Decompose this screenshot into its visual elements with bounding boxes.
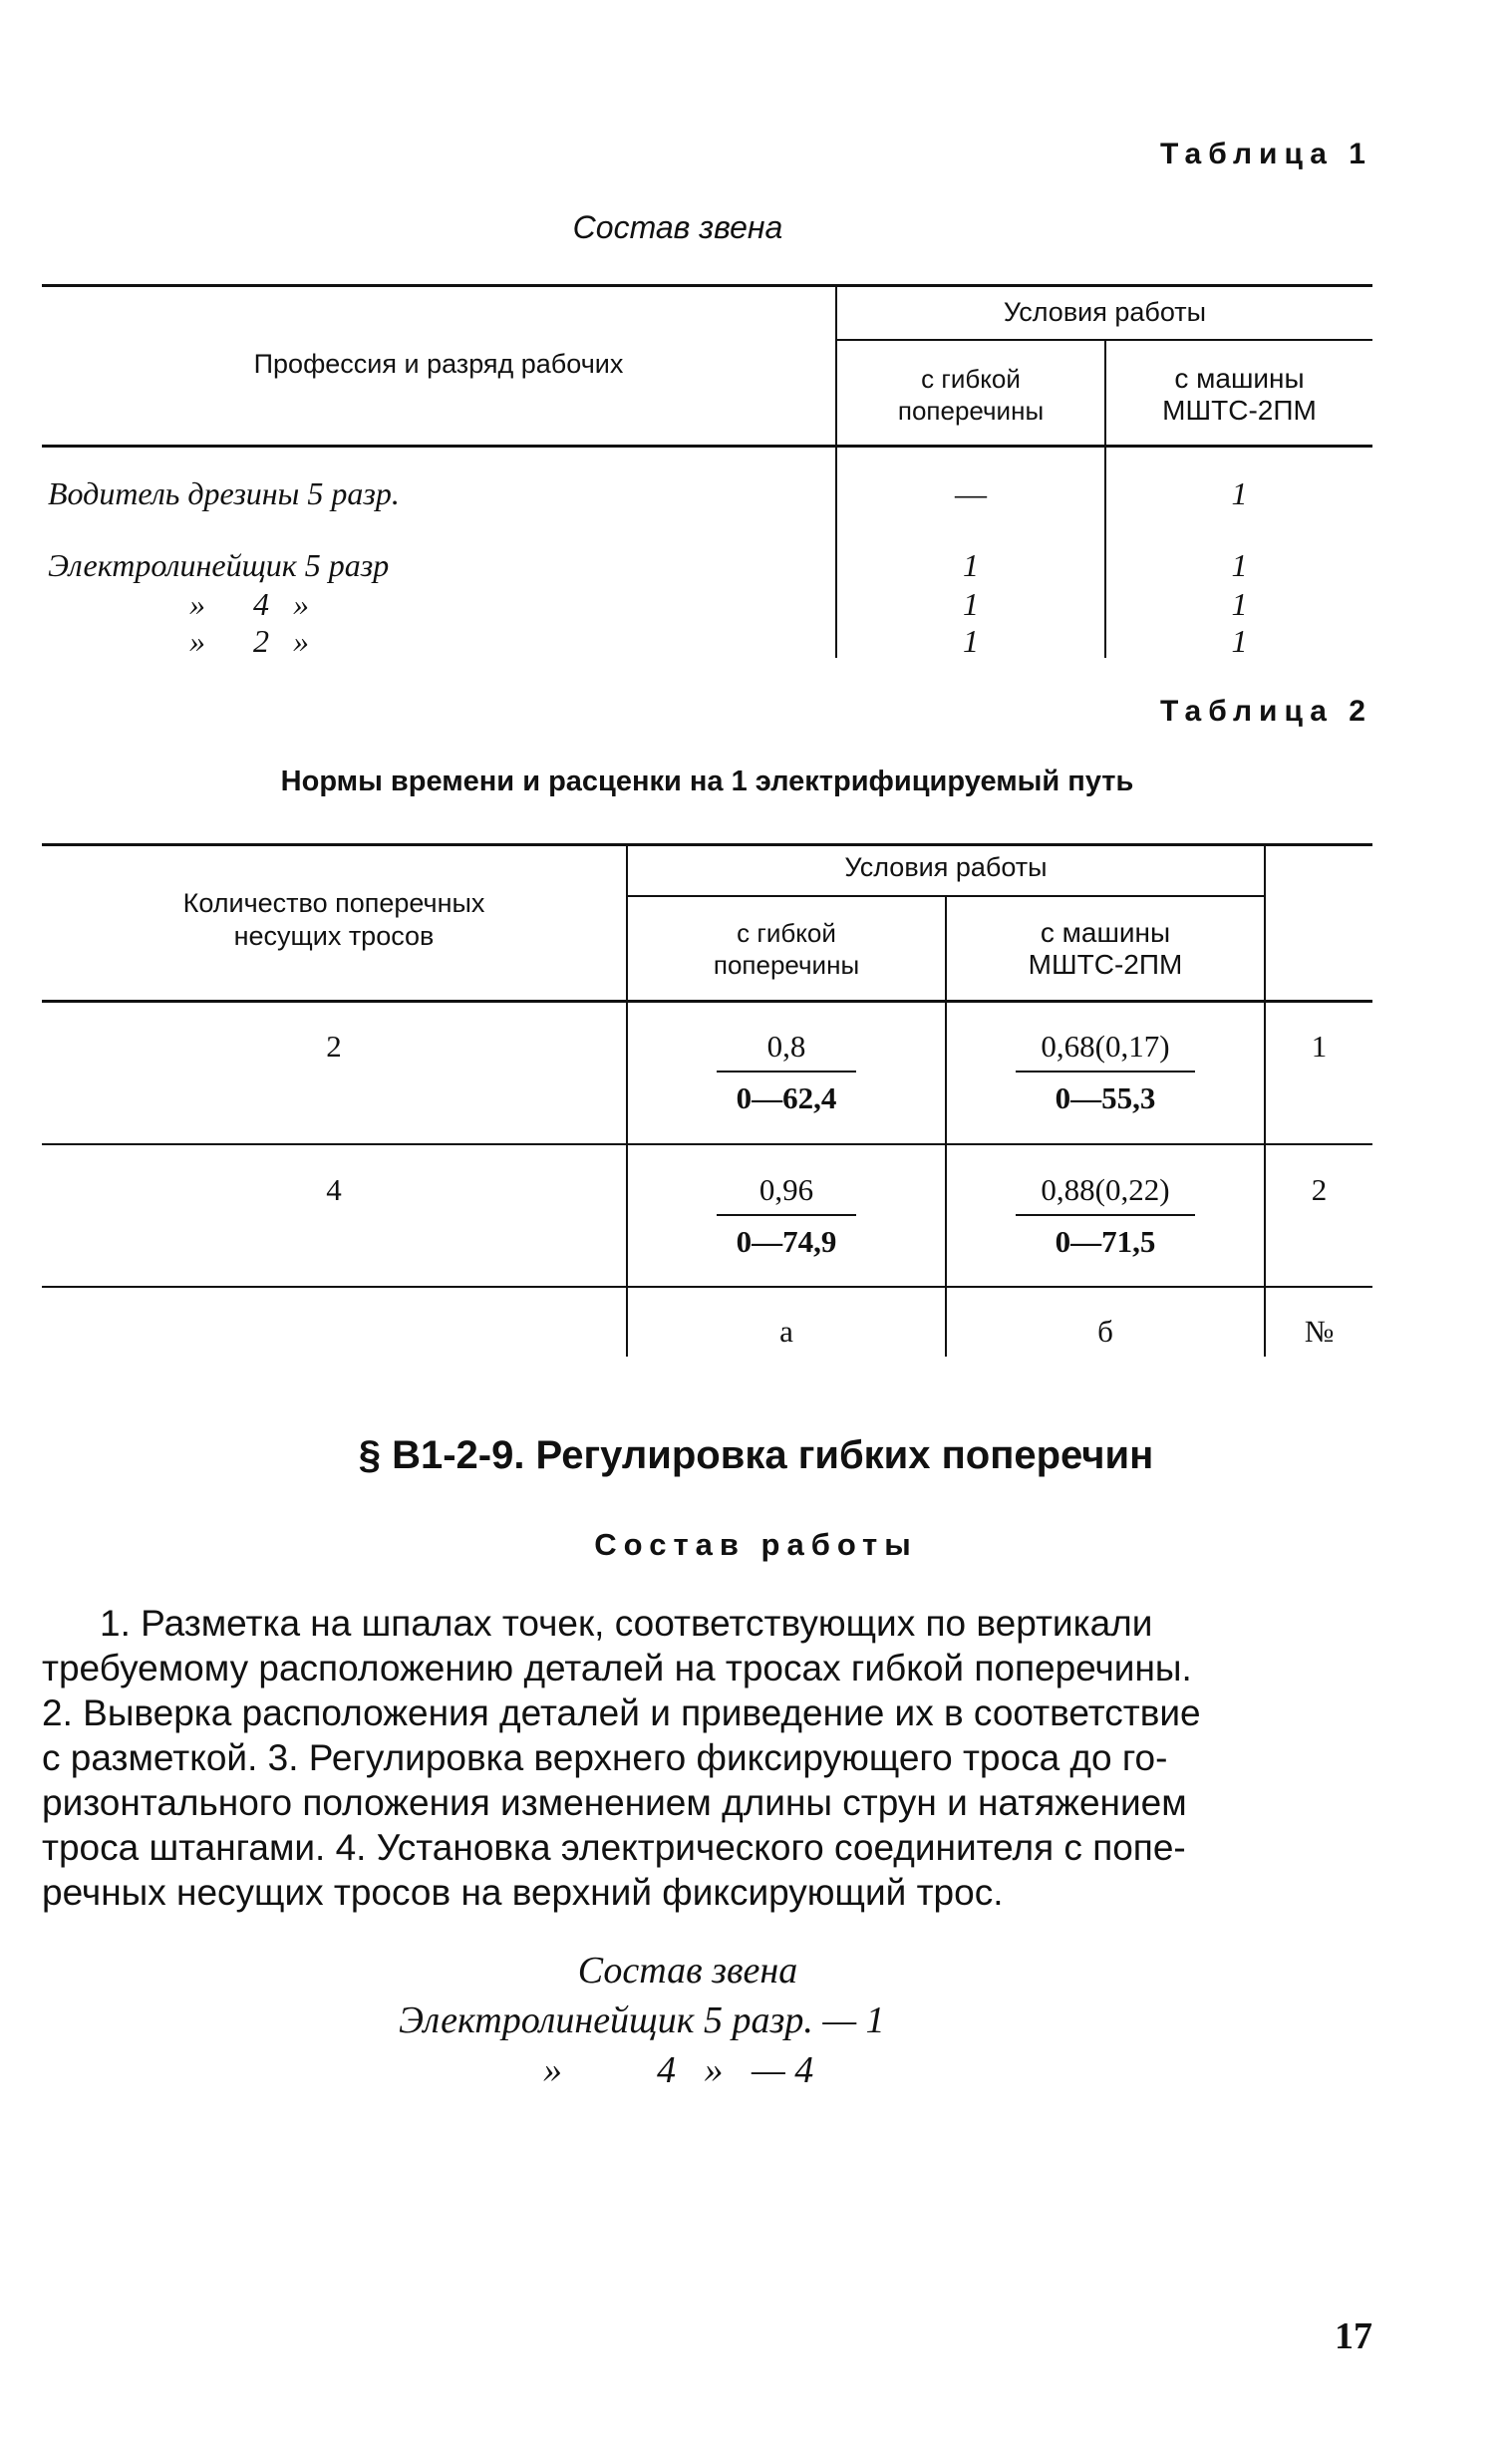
table1-header-profession: Профессия и разряд рабочих [253, 349, 624, 379]
table2-footer-no: № [1304, 1314, 1335, 1349]
table2-caption: Нормы времени и расценки на 1 электрифицируемый путь [280, 766, 1134, 797]
table1-row-c2: 1 [1231, 586, 1248, 622]
table2-header-col2 [947, 917, 1264, 981]
table2-footer-b: б [1097, 1314, 1113, 1349]
table2-col1-line1: с гибкой [737, 918, 836, 948]
page-number: 17 [1335, 2315, 1372, 2357]
crew-line-1: Электролинейщик 5 разр. — 1 [399, 1999, 885, 2041]
paragraph-line: с разметкой. 3. Регулировка верхнего фиксирующего троса до го- [42, 1737, 1168, 1778]
fraction-numerator: 0,96 [758, 1172, 814, 1207]
table1-row-c2: 1 [1231, 623, 1248, 659]
table2-row-no: 1 [1311, 1029, 1328, 1064]
table2-col1-line2: поперечины [713, 950, 860, 980]
table2-fraction-a [628, 1172, 945, 1260]
table1-col2-line1: с машины [1174, 363, 1305, 394]
table1-header-conditions: Условия работы [1003, 297, 1207, 327]
paragraph-line: 1. Разметка на шпалах точек, соответствующих по вертикали [100, 1603, 1153, 1644]
fraction-numerator: 0,8 [766, 1029, 806, 1064]
table2-fraction-b [947, 1029, 1264, 1116]
fraction-denominator: 0—55,3 [1055, 1080, 1156, 1115]
table2-footer-a: а [779, 1314, 793, 1349]
table2-count-line2: несущих тросов [233, 921, 435, 951]
table1-row-name: » 4 » [189, 586, 309, 622]
table2-label: Таблица 2 [1159, 695, 1372, 728]
paragraph-line: речных несущих тросов на верхний фиксирующий трос. [42, 1872, 1004, 1913]
table2-col2-line1: с машины [1040, 917, 1171, 948]
table1-col1-line2: поперечины [897, 396, 1045, 426]
table1-row-c1: 1 [963, 586, 979, 622]
table1-header-col2 [1106, 363, 1372, 427]
table2-header-col1 [628, 917, 945, 981]
table2-count-line1: Количество поперечных [182, 888, 485, 918]
fraction-denominator: 0—71,5 [1055, 1224, 1156, 1259]
paragraph-line: троса штангами. 4. Установка электрического соединителя с попе- [42, 1827, 1186, 1868]
table1-label: Таблица 1 [1159, 138, 1372, 170]
fraction-numerator: 0,68(0,17) [1041, 1029, 1170, 1064]
table1-row-name: Водитель дрезины 5 разр. [48, 475, 400, 511]
table1-row-c1: — [955, 475, 987, 511]
fraction-denominator: 0—62,4 [736, 1080, 837, 1115]
section-subtitle: Состав работы [594, 1527, 918, 1562]
crew-line-2: » 4 » — 4 [543, 2049, 814, 2091]
table1-col2-line2: МШТС-2ПМ [1162, 395, 1317, 426]
table1-row-name: Электролинейщик 5 разр [48, 547, 390, 583]
table1-row-c1: 1 [963, 547, 979, 583]
paragraph-line: 2. Выверка расположения деталей и приведение их в соответствие [42, 1692, 1201, 1733]
table1-col1-line1: с гибкой [921, 364, 1021, 394]
table2-row-count: 4 [326, 1172, 342, 1207]
table2-header-conditions: Условия работы [844, 852, 1048, 882]
paragraph-line: ризонтального положения изменением длины струн и натяжением [42, 1782, 1187, 1823]
fraction-denominator: 0—74,9 [736, 1224, 837, 1259]
table1-caption: Состав звена [572, 209, 783, 245]
fraction-numerator: 0,88(0,22) [1041, 1172, 1170, 1207]
table1-row-c1: 1 [963, 623, 979, 659]
table2-header-count [42, 887, 626, 953]
table1-row-name: » 2 » [189, 623, 309, 659]
table2-fraction-a [628, 1029, 945, 1116]
section-paragraph [42, 1601, 1377, 1915]
paragraph-line: требуемому расположению деталей на тросах гибкой поперечины. [42, 1648, 1192, 1688]
table2-row-count: 2 [326, 1029, 342, 1064]
table1-row-c2: 1 [1231, 547, 1248, 583]
crew-title: Состав звена [577, 1950, 798, 1992]
section-title: § В1-2-9. Регулировка гибких поперечин [358, 1433, 1154, 1477]
table1-row-c2: 1 [1231, 475, 1248, 511]
table2-row-no: 2 [1311, 1172, 1328, 1207]
table2-col2-line2: МШТС-2ПМ [1028, 949, 1183, 980]
table1-header-col1 [837, 363, 1104, 427]
table2-fraction-b [947, 1172, 1264, 1260]
